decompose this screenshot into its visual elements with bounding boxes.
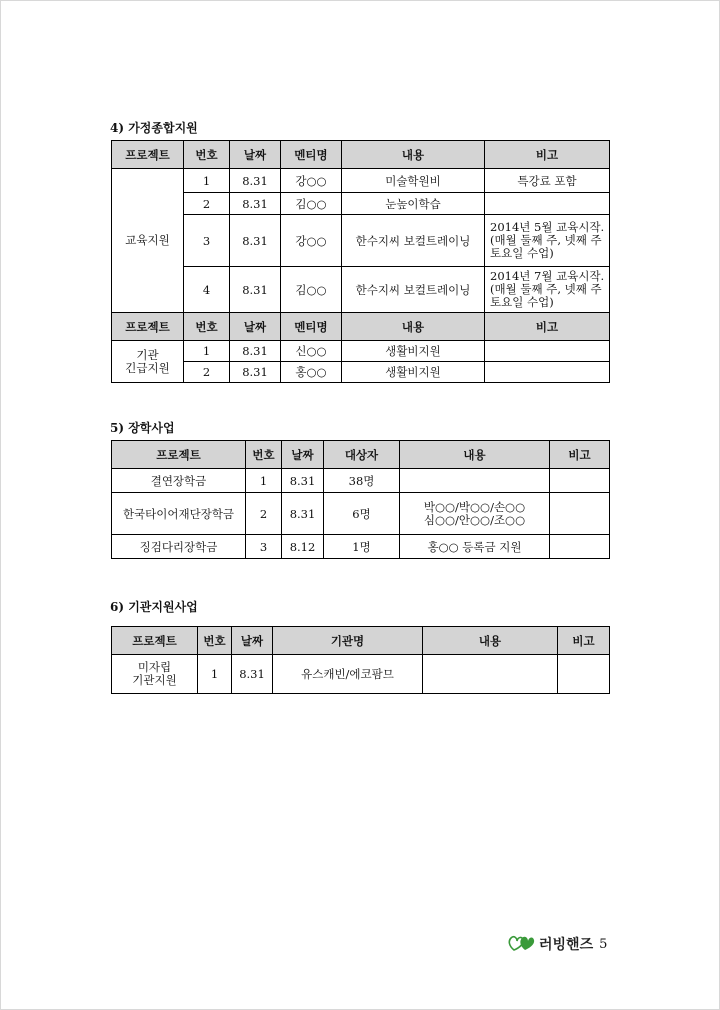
organization-cell: 유스캐빈/에코팜므 [273, 655, 423, 694]
date-cell: 8.31 [230, 362, 281, 383]
number-cell: 2 [184, 193, 230, 215]
target-cell: 1명 [324, 535, 400, 559]
table-header-row [112, 627, 610, 655]
table-family-support [111, 140, 610, 383]
header-mentee: 멘티명 [281, 141, 342, 169]
table-header-row [112, 441, 610, 469]
content-cell: 박○○/박○○/손○○ 심○○/안○○/조○○ [400, 493, 550, 535]
header-project: 프로젝트 [112, 441, 246, 469]
header-number: 번호 [198, 627, 232, 655]
header-organization: 기관명 [273, 627, 423, 655]
table-row [112, 193, 610, 215]
footer [508, 932, 607, 956]
note-cell: 2014년 5월 교육시작. (매월 둘째 주, 넷째 주 토요일 수업) [485, 215, 610, 267]
section-title-5: 5) 장학사업 [110, 421, 175, 435]
table-row [112, 341, 610, 362]
header-project: 프로젝트 [112, 627, 198, 655]
number-cell: 2 [246, 493, 282, 535]
table-row [112, 362, 610, 383]
date-cell: 8.31 [230, 267, 281, 313]
project-cell: 미자립 기관지원 [112, 655, 198, 694]
header-content: 내용 [423, 627, 558, 655]
mentee-cell: 신○○ [281, 341, 342, 362]
content-cell: 홍○○ 등록금 지원 [400, 535, 550, 559]
page-number: 5 [599, 936, 608, 952]
number-cell: 1 [184, 169, 230, 193]
date-cell: 8.31 [230, 341, 281, 362]
project-cell: 결연장학금 [112, 469, 246, 493]
number-cell: 2 [184, 362, 230, 383]
hands-logo-icon [508, 932, 536, 956]
header-date: 날짜 [230, 313, 281, 341]
table-institution-support [111, 626, 610, 694]
date-cell: 8.31 [232, 655, 273, 694]
header-number: 번호 [184, 313, 230, 341]
date-cell: 8.12 [282, 535, 324, 559]
target-cell: 6명 [324, 493, 400, 535]
content-cell: 한수지씨 보컬트레이닝 [342, 267, 485, 313]
table-row [112, 267, 610, 313]
number-cell: 3 [246, 535, 282, 559]
table-row [112, 215, 610, 267]
project-cell: 기관 긴급지원 [112, 341, 184, 383]
header-note: 비고 [485, 313, 610, 341]
date-cell: 8.31 [282, 469, 324, 493]
content-cell [400, 469, 550, 493]
header-note: 비고 [485, 141, 610, 169]
table-row [112, 169, 610, 193]
note-cell [558, 655, 610, 694]
number-cell: 3 [184, 215, 230, 267]
section-title-6: 6) 기관지원사업 [110, 600, 198, 614]
number-cell: 1 [198, 655, 232, 694]
header-project: 프로젝트 [112, 313, 184, 341]
table-scholarship [111, 440, 610, 559]
header-note: 비고 [558, 627, 610, 655]
project-cell: 교육지원 [112, 169, 184, 313]
mentee-cell: 김○○ [281, 267, 342, 313]
note-cell [485, 341, 610, 362]
content-cell: 눈높이학습 [342, 193, 485, 215]
header-content: 내용 [400, 441, 550, 469]
date-cell: 8.31 [230, 215, 281, 267]
mentee-cell: 강○○ [281, 169, 342, 193]
header-date: 날짜 [230, 141, 281, 169]
note-cell [485, 193, 610, 215]
table-row [112, 655, 610, 694]
brand-name: 러빙핸즈 [539, 937, 594, 953]
note-cell: 2014년 7월 교육시작. (매월 둘째 주, 넷째 주 토요일 수업) [485, 267, 610, 313]
table-header-row [112, 141, 610, 169]
number-cell: 4 [184, 267, 230, 313]
mentee-cell: 강○○ [281, 215, 342, 267]
table-row [112, 493, 610, 535]
table-header-row [112, 313, 610, 341]
note-cell [550, 493, 610, 535]
content-cell [423, 655, 558, 694]
header-content: 내용 [342, 313, 485, 341]
header-date: 날짜 [282, 441, 324, 469]
header-project: 프로젝트 [112, 141, 184, 169]
number-cell: 1 [184, 341, 230, 362]
content-cell: 미술학원비 [342, 169, 485, 193]
header-note: 비고 [550, 441, 610, 469]
table-row [112, 469, 610, 493]
content-cell: 생활비지원 [342, 341, 485, 362]
note-cell [550, 535, 610, 559]
header-content: 내용 [342, 141, 485, 169]
header-target: 대상자 [324, 441, 400, 469]
number-cell: 1 [246, 469, 282, 493]
note-cell [550, 469, 610, 493]
table-row [112, 535, 610, 559]
header-number: 번호 [184, 141, 230, 169]
content-cell: 생활비지원 [342, 362, 485, 383]
date-cell: 8.31 [282, 493, 324, 535]
header-number: 번호 [246, 441, 282, 469]
mentee-cell: 김○○ [281, 193, 342, 215]
note-cell [485, 362, 610, 383]
date-cell: 8.31 [230, 193, 281, 215]
project-cell: 한국타이어재단장학금 [112, 493, 246, 535]
note-cell: 특강료 포함 [485, 169, 610, 193]
project-cell: 징검다리장학금 [112, 535, 246, 559]
date-cell: 8.31 [230, 169, 281, 193]
header-mentee: 멘티명 [281, 313, 342, 341]
section-title-4: 4) 가정종합지원 [110, 121, 198, 135]
target-cell: 38명 [324, 469, 400, 493]
header-date: 날짜 [232, 627, 273, 655]
mentee-cell: 홍○○ [281, 362, 342, 383]
content-cell: 한수지씨 보컬트레이닝 [342, 215, 485, 267]
